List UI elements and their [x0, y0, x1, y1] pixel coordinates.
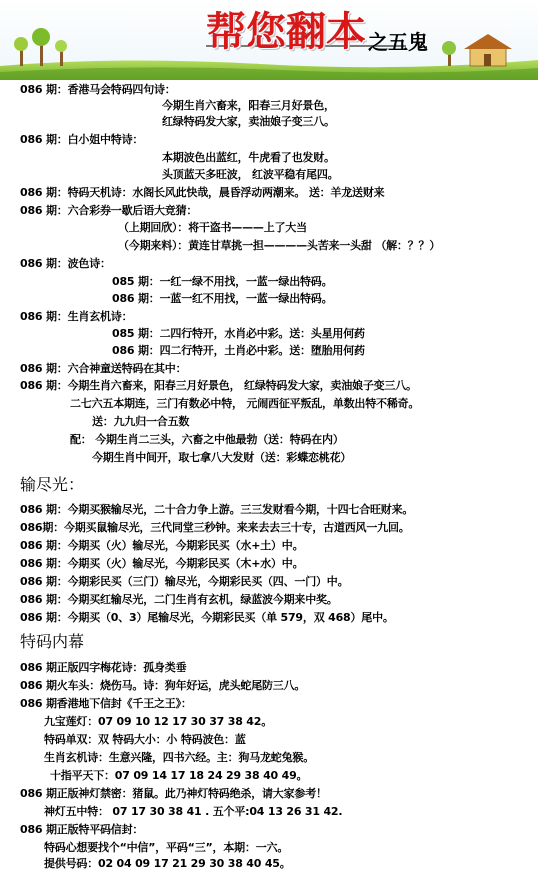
- text-line: 提供号码：02 04 09 17 21 29 30 38 40 45。: [44, 857, 291, 870]
- text-line: 神灯五中特： 07 17 30 38 41 . 五个平:04 13 26 31 42.: [44, 805, 343, 818]
- text-line: 十指平天下：07 09 14 17 18 24 29 38 40 49。: [50, 769, 308, 782]
- text-line: 特码心想要找个“中信”，平码“三”，本期：一六。: [44, 841, 289, 854]
- text-line: 086 期：特码天机诗：水阁长风此快哉，晨昏浮动两潮来。 送：羊龙送财来: [20, 186, 385, 199]
- text-line: （上期回欣）：将干盗书———上了大当: [118, 221, 307, 234]
- text-line: 二七六五本期连，三门有数必中特， 元闹西征平叛乱，单数出特不稀奇。: [70, 397, 420, 410]
- text-line: 086 期正版神灯禁密：猪鼠。此乃神灯特码绝杀，请大家参考！: [20, 787, 327, 800]
- text-line: 086 期：香港马会特码四句诗：: [20, 83, 176, 96]
- text-line: 086 期香港地下信封《千王之王》：: [20, 697, 192, 710]
- section-heading: 输尽光：: [20, 475, 85, 494]
- page-title: 帮您翻本: [206, 8, 366, 55]
- text-line: 生肖玄机诗：生意兴隆，四书六经。主：狗马龙蛇兔猴。: [44, 751, 314, 764]
- text-line: 086 期火车头：烧伤马。诗：狗年好运，虎头蛇尾防三八。: [20, 679, 306, 692]
- text-line: 086 期：今期买（0、3）尾输尽光，今期彩民买（单 579，双 468）尾中。: [20, 611, 394, 624]
- text-line: 今期生肖六畜来，阳春三月好景色，: [162, 99, 335, 112]
- text-line: 特码单双：双 特码大小：小 特码波色：蓝: [44, 733, 246, 746]
- text-line: 085 期：二四行特开，水肖必中彩。送：头星用何药: [112, 327, 365, 340]
- text-line: 086 期：波色诗：: [20, 257, 111, 270]
- text-line: 086 期：今期生肖六畜来，阳春三月好景色， 红绿特码发大家，卖油娘子变三八。: [20, 379, 417, 392]
- text-line: 送：九九归一合五数: [92, 415, 190, 428]
- text-line: 086 期：今期买（火）输尽光，今期彩民买（水+土）中。: [20, 539, 304, 552]
- text-line: 086 期：今期买（火）输尽光，今期彩民买（木+水）中。: [20, 557, 304, 570]
- text-line: 086 期：四二行特开，土肖必中彩。送：堕胎用何药: [112, 344, 365, 357]
- text-line: 配： 今期生肖二三头，六畜之中他最勃（送：特码在内）: [70, 433, 344, 446]
- text-line: 今期生肖中间开，取七拿八大发财（送：彩蝶恋桃花）: [92, 451, 352, 464]
- text-line: 九宝莲灯：07 09 10 12 17 30 37 38 42。: [44, 715, 273, 728]
- header-banner: [0, 0, 538, 80]
- text-line: 本期波色出蓝红，牛虎看了也发财。: [162, 151, 335, 164]
- text-line: 086 期：今期彩民买（三门）输尽光，今期彩民买（四、一门）中。: [20, 575, 349, 588]
- text-line: 086 期：六合彩券一歇后语大竞猜：: [20, 204, 198, 217]
- text-line: 086 期：白小姐中特诗：: [20, 133, 144, 146]
- page-subtitle: 之五鬼: [368, 30, 428, 54]
- text-line: 头顶蓝天多旺波， 红波平稳有尾四。: [162, 168, 339, 181]
- text-line: 085 期：一红一绿不用找，一蓝一绿出特码。: [112, 275, 333, 288]
- text-line: 086期：今期买鼠输尽光，三代同堂三秒钟。来来去去三十专，古道西风一九回。: [20, 521, 410, 534]
- text-line: 086 期：六合神童送特码在其中：: [20, 362, 187, 375]
- text-line: 红绿特码发大家，卖油娘子变三八。: [162, 115, 335, 128]
- text-line: （今期来料）：黄连甘草挑一担————头苦来一头甜 （解：？？）: [118, 239, 441, 252]
- text-line: 086 期：今期买猴输尽光，二十合力争上游。三三发财看今期，十四七合旺财来。: [20, 503, 414, 516]
- section-heading: 特码内幕: [20, 632, 85, 651]
- text-line: 086 期：一蓝一红不用找，一蓝一绿出特码。: [112, 292, 333, 305]
- text-line: 086 期正版特平码信封：: [20, 823, 144, 836]
- text-line: 086 期：生肖玄机诗：: [20, 310, 133, 323]
- text-line: 086 期：今期买红输尽光，二门生肖有玄机，绿蓝波今期来中奖。: [20, 593, 338, 606]
- text-line: 086 期正版四字梅花诗：孤身类垂: [20, 661, 187, 674]
